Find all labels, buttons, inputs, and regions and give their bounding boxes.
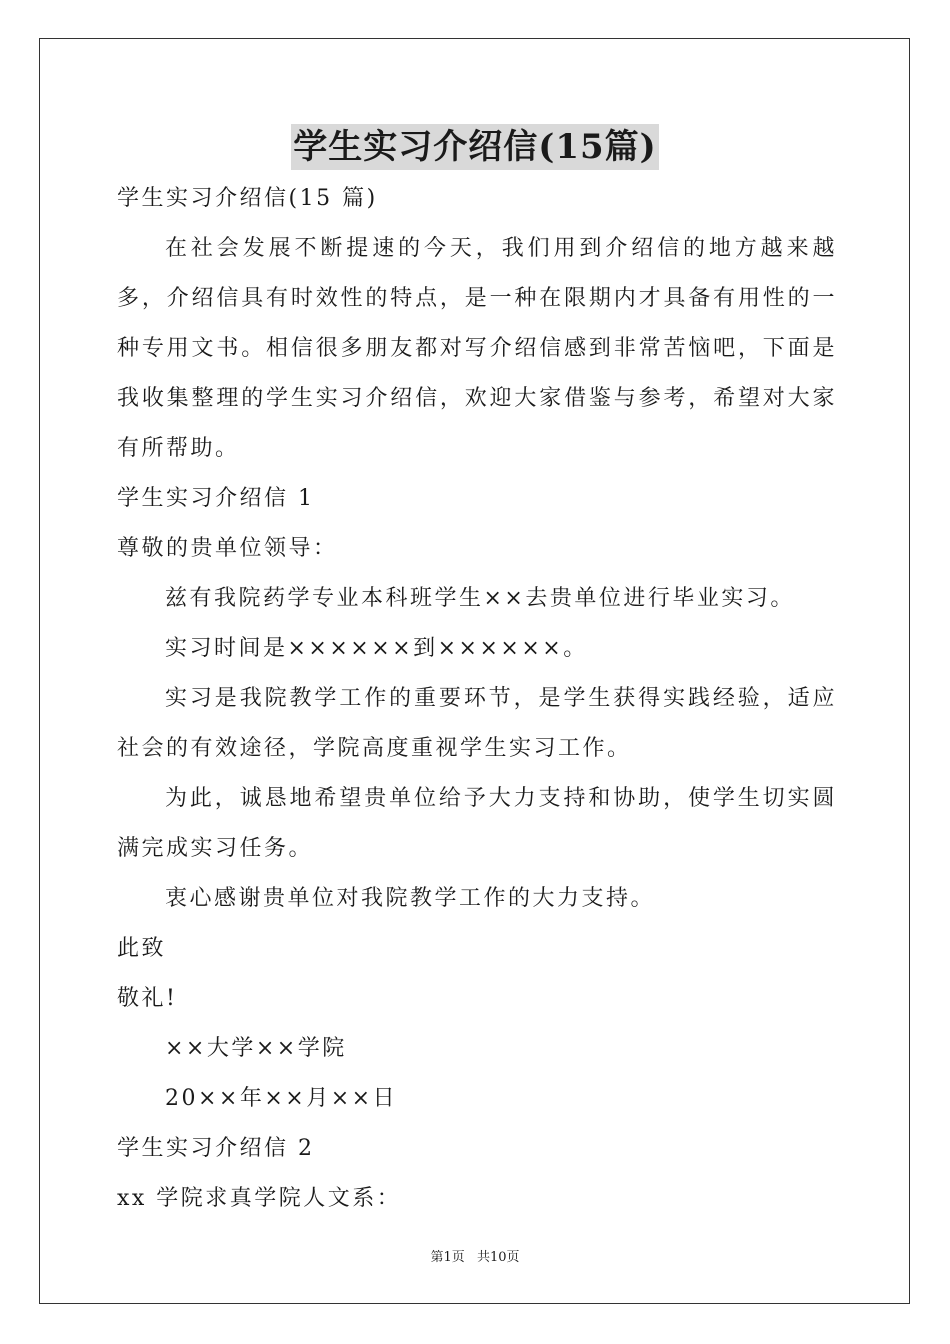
letter2-heading: 学生实习介绍信 2 xyxy=(117,1136,315,1161)
letter1-closing-2: 敬礼! xyxy=(117,986,178,1011)
letter1-paragraph-1: 兹有我院药学专业本科班学生××去贵单位进行毕业实习。 xyxy=(165,586,795,611)
letter2-salutation: xx 学院求真学院人文系： xyxy=(117,1186,402,1211)
document-title: 学生实习介绍信(15篇) xyxy=(291,124,659,170)
letter1-salutation: 尊敬的贵单位领导： xyxy=(117,536,338,561)
letter1-paragraph-3: 实习是我院教学工作的重要环节，是学生获得实践经验，适应社会的有效途径，学院高度重视学生实习工作。 xyxy=(117,686,837,761)
letter1-signature: ××大学××学院 xyxy=(165,1036,347,1061)
letter1-heading: 学生实习介绍信 1 xyxy=(117,486,315,511)
letter1-paragraph-5: 衷心感谢贵单位对我院教学工作的大力支持。 xyxy=(165,886,656,911)
document-subtitle: 学生实习介绍信(15 篇) xyxy=(117,186,378,211)
letter1-closing-1: 此致 xyxy=(117,936,167,961)
document-body xyxy=(117,174,837,1224)
page-number-current: 第1页 xyxy=(430,1250,465,1265)
page-number-total: 共10页 xyxy=(476,1250,520,1265)
letter1-paragraph-2: 实习时间是××××××到××××××。 xyxy=(165,636,588,661)
letter1-paragraph-4: 为此，诚恳地希望贵单位给予大力支持和协助，使学生切实圆满完成实习任务。 xyxy=(117,786,837,861)
title-wrap xyxy=(0,124,950,170)
intro-paragraph: 在社会发展不断提速的今天，我们用到介绍信的地方越来越多，介绍信具有时效性的特点，是一种在限期内才具备有用性的一种专用文书。相信很多朋友都对写介绍信感到非常苦恼吧，下面是我收集整理的学生实习介绍信，欢迎大家借鉴与参考，希望对大家有所帮助。 xyxy=(117,236,837,461)
page-footer xyxy=(0,1246,950,1265)
letter1-date: 20××年××月××日 xyxy=(165,1086,398,1111)
